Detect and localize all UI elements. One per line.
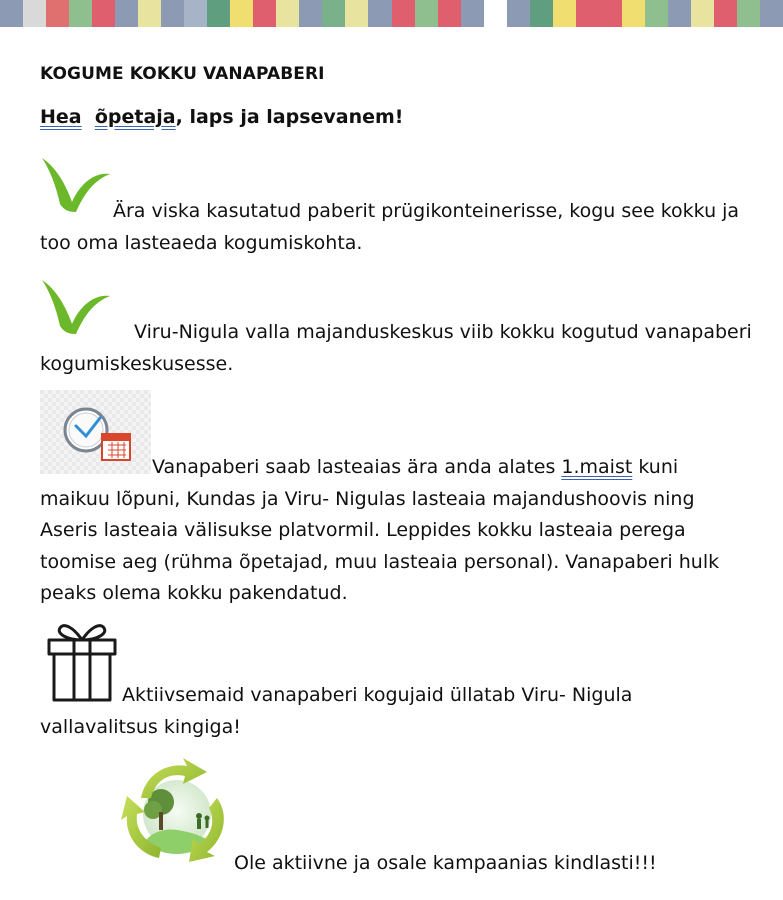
item-1-paragraph	[40, 196, 752, 259]
item-1-text: Ära viska kasutatud paberit prügikonteinerisse, kogu see kokku ja too oma lasteaeda kogumiskohta.	[40, 200, 740, 254]
item-5-text: Ole aktiivne ja osale kampaanias kindlasti!!!	[234, 852, 657, 874]
item-4-paragraph	[40, 680, 752, 743]
item-4-text: Aktiivsemaid vanapaberi kogujaid üllatab Viru- Nigula vallavalitsus kingiga!	[40, 684, 633, 738]
item-2-paragraph	[40, 317, 752, 380]
page-title: KOGUME KOKKU VANAPABERI	[40, 64, 325, 84]
item-3-text-before: Vanapaberi saab lasteaias ära anda alates	[152, 456, 562, 478]
date-link[interactable]: 1.maist	[561, 456, 633, 478]
greeting-word-opetaja: õpetaja	[94, 106, 176, 128]
item-3-text-after: kuni maikuu lõpuni, Kundas ja Viru- Nigulas lasteaia majandushoovis ning Aseris lasteaia välisukse platvormil. Leppides kokku lasteaia perega toomise aeg (rühma õpetajad, muu lasteaia personal). Vanapaberi hulk peaks olema kokku pakendatud.	[40, 456, 720, 604]
item-5-paragraph	[234, 848, 754, 880]
greeting	[40, 106, 403, 128]
greeting-rest: , laps ja lapsevanem!	[175, 106, 404, 128]
item-2-text: Viru-Nigula valla majanduskeskus viib kokku kogutud vanapaberi kogumiskeskusesse.	[40, 321, 752, 375]
item-3-paragraph	[40, 452, 752, 610]
recycle-icon	[121, 758, 233, 866]
greeting-word-hea: Hea	[40, 106, 82, 128]
